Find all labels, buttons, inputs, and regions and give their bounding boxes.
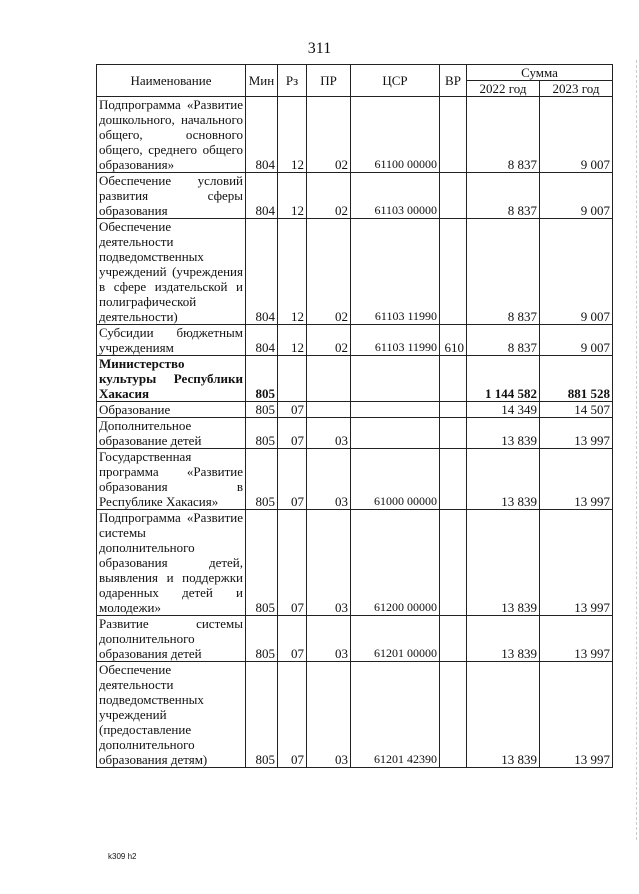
cell-rz: [278, 356, 307, 402]
cell-min: 805: [246, 616, 278, 662]
cell-y2023: 13 997: [540, 449, 613, 510]
cell-y2023: 9 007: [540, 219, 613, 325]
table-body: [97, 97, 613, 768]
cell-min: 805: [246, 510, 278, 616]
cell-csr: [351, 356, 440, 402]
cell-rz: 07: [278, 402, 307, 418]
cell-pr: 03: [307, 418, 351, 449]
cell-vr: [440, 510, 467, 616]
cell-name: Подпрограмма «Развитие системы дополнительного образования детей, выявления и поддержки одаренных детей и молодежи»: [97, 510, 246, 616]
header-csr: ЦСР: [351, 65, 440, 97]
table-row: [97, 97, 613, 173]
header-rz: Рз: [278, 65, 307, 97]
cell-name: Дополнительное образование детей: [97, 418, 246, 449]
cell-vr: [440, 402, 467, 418]
cell-name: Развитие системы дополнительного образования детей: [97, 616, 246, 662]
cell-y2023: 9 007: [540, 173, 613, 219]
cell-y2023: 13 997: [540, 510, 613, 616]
page-number: 311: [307, 40, 332, 57]
cell-csr: 61201 42390: [351, 662, 440, 768]
cell-vr: [440, 173, 467, 219]
budget-table: [96, 64, 613, 768]
cell-y2022: 1 144 582: [467, 356, 540, 402]
cell-pr: 02: [307, 97, 351, 173]
cell-rz: 07: [278, 616, 307, 662]
cell-y2023: 881 528: [540, 356, 613, 402]
table-row: [97, 356, 613, 402]
scan-edge: [634, 60, 637, 840]
cell-vr: [440, 219, 467, 325]
cell-pr: 03: [307, 510, 351, 616]
cell-y2022: 8 837: [467, 173, 540, 219]
table-row: [97, 325, 613, 356]
cell-csr: 61103 11990: [351, 325, 440, 356]
cell-vr: 610: [440, 325, 467, 356]
table-row: [97, 219, 613, 325]
cell-name: Обеспечение условий развития сферы образования: [97, 173, 246, 219]
cell-pr: 03: [307, 616, 351, 662]
cell-min: 804: [246, 173, 278, 219]
cell-pr: [307, 402, 351, 418]
header-sum: Сумма: [467, 65, 613, 81]
cell-csr: 61000 00000: [351, 449, 440, 510]
header-year-2022: 2022 год: [467, 81, 540, 97]
header-min: Мин: [246, 65, 278, 97]
cell-name: Подпрограмма «Развитие дошкольного, начального общего, основного общего, среднего общего образования»: [97, 97, 246, 173]
cell-y2022: 8 837: [467, 97, 540, 173]
cell-rz: 07: [278, 510, 307, 616]
cell-y2022: 8 837: [467, 325, 540, 356]
cell-vr: [440, 356, 467, 402]
cell-y2023: 13 997: [540, 418, 613, 449]
cell-min: 805: [246, 418, 278, 449]
cell-pr: 03: [307, 662, 351, 768]
cell-csr: 61200 00000: [351, 510, 440, 616]
cell-name: Обеспечение деятельности подведомственных учреждений (учреждения в сфере издательской и полиграфической деятельности): [97, 219, 246, 325]
table-row: [97, 616, 613, 662]
header-name: Наименование: [97, 65, 246, 97]
cell-name: Образование: [97, 402, 246, 418]
cell-csr: [351, 402, 440, 418]
cell-pr: 02: [307, 219, 351, 325]
cell-pr: 03: [307, 449, 351, 510]
header-pr: ПР: [307, 65, 351, 97]
cell-y2022: 13 839: [467, 616, 540, 662]
cell-y2023: 13 997: [540, 616, 613, 662]
cell-min: 804: [246, 219, 278, 325]
cell-pr: [307, 356, 351, 402]
table-row: [97, 510, 613, 616]
cell-vr: [440, 662, 467, 768]
cell-y2023: 13 997: [540, 662, 613, 768]
cell-csr: 61100 00000: [351, 97, 440, 173]
cell-y2022: 13 839: [467, 449, 540, 510]
cell-name: Государственная программа «Развитие образования в Республике Хакасия»: [97, 449, 246, 510]
cell-vr: [440, 418, 467, 449]
cell-name: Субсидии бюджетным учреждениям: [97, 325, 246, 356]
cell-y2022: 13 839: [467, 418, 540, 449]
cell-min: 805: [246, 402, 278, 418]
cell-y2023: 14 507: [540, 402, 613, 418]
table-header: [97, 65, 613, 97]
cell-y2022: 13 839: [467, 510, 540, 616]
cell-rz: 12: [278, 219, 307, 325]
cell-rz: 12: [278, 173, 307, 219]
cell-rz: 12: [278, 325, 307, 356]
cell-csr: [351, 418, 440, 449]
cell-name: Министерство культуры Республики Хакасия: [97, 356, 246, 402]
cell-rz: 07: [278, 418, 307, 449]
table-row: [97, 402, 613, 418]
cell-min: 804: [246, 97, 278, 173]
cell-y2022: 13 839: [467, 662, 540, 768]
cell-vr: [440, 449, 467, 510]
header-year-2023: 2023 год: [540, 81, 613, 97]
cell-pr: 02: [307, 173, 351, 219]
table-row: [97, 418, 613, 449]
cell-min: 804: [246, 325, 278, 356]
cell-rz: 12: [278, 97, 307, 173]
cell-y2023: 9 007: [540, 325, 613, 356]
table-row: [97, 449, 613, 510]
cell-csr: 61201 00000: [351, 616, 440, 662]
cell-min: 805: [246, 449, 278, 510]
cell-min: 805: [246, 662, 278, 768]
cell-csr: 61103 00000: [351, 173, 440, 219]
cell-csr: 61103 11990: [351, 219, 440, 325]
footer-code: k309 h2: [108, 852, 137, 861]
cell-vr: [440, 97, 467, 173]
cell-y2022: 8 837: [467, 219, 540, 325]
cell-y2023: 9 007: [540, 97, 613, 173]
cell-pr: 02: [307, 325, 351, 356]
header-vr: ВР: [440, 65, 467, 97]
cell-vr: [440, 616, 467, 662]
cell-y2022: 14 349: [467, 402, 540, 418]
table-row: [97, 173, 613, 219]
cell-rz: 07: [278, 449, 307, 510]
table-row: [97, 662, 613, 768]
cell-rz: 07: [278, 662, 307, 768]
cell-min: 805: [246, 356, 278, 402]
cell-name: Обеспечение деятельности подведомственных учреждений (предоставление дополнительного образования детям): [97, 662, 246, 768]
